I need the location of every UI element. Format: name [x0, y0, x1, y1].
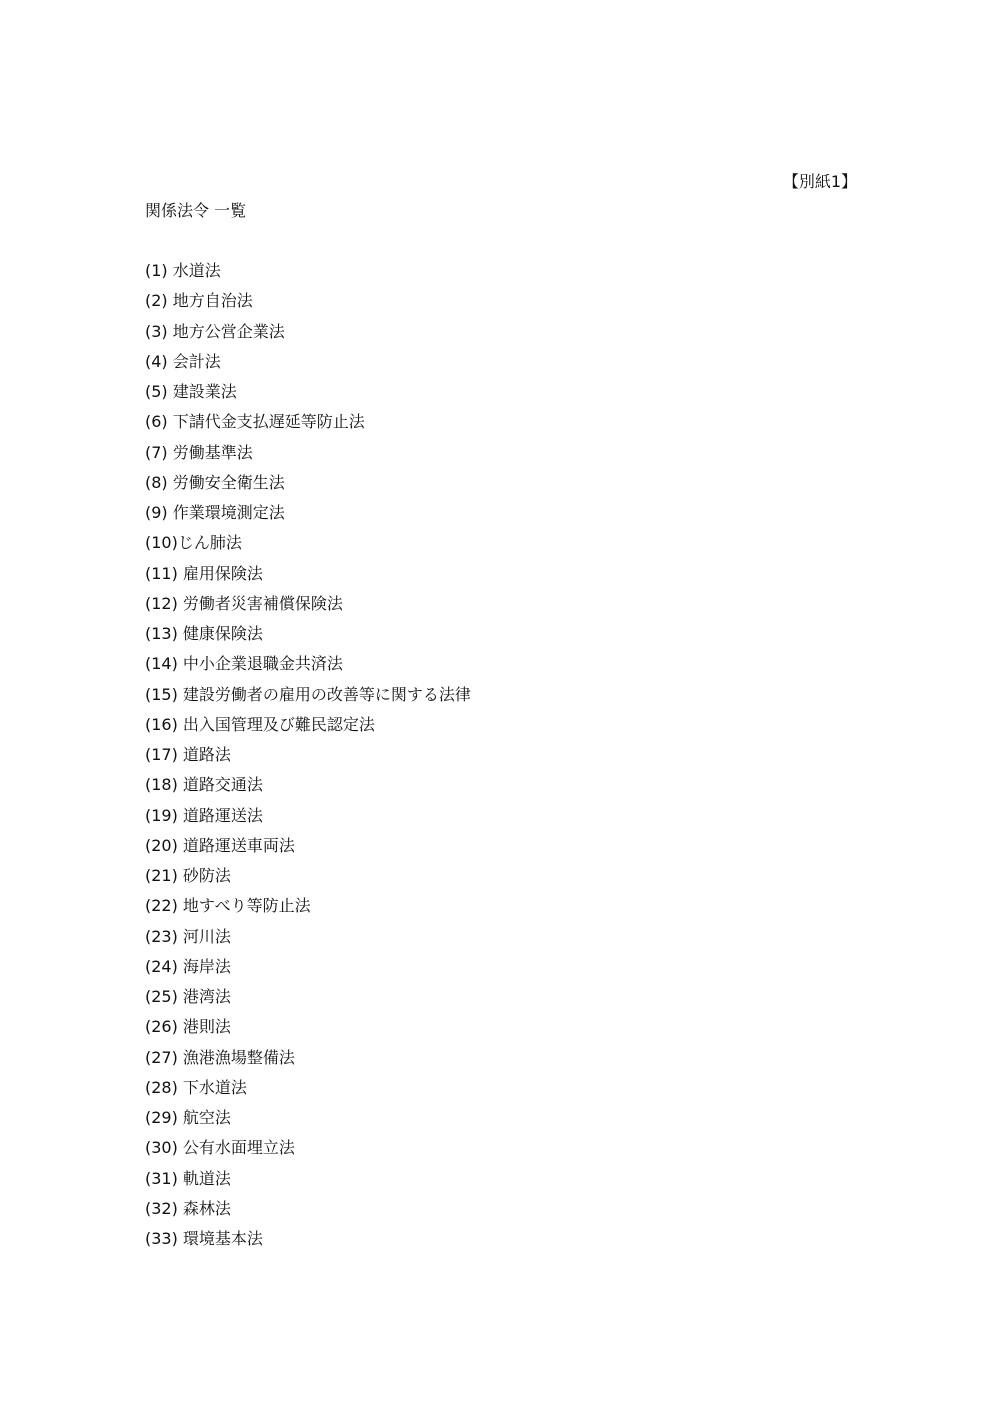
list-item — [145, 713, 471, 743]
list-item — [145, 471, 471, 501]
law-name: (32) 森林法 — [145, 1198, 231, 1218]
law-name: (31) 軌道法 — [145, 1168, 231, 1188]
list-item — [145, 289, 471, 319]
law-name: (3) 地方公営企業法 — [145, 321, 285, 341]
list-item — [145, 1136, 471, 1166]
law-name: (4) 会計法 — [145, 351, 221, 371]
law-name: (11) 雇用保険法 — [145, 563, 263, 583]
list-item — [145, 1197, 471, 1227]
list-item — [145, 743, 471, 773]
law-name: (21) 砂防法 — [145, 866, 231, 885]
law-name: (10)じん肺法 — [145, 533, 242, 553]
law-name: (26) 港則法 — [145, 1017, 231, 1037]
list-item — [145, 985, 471, 1015]
law-name: (25) 港湾法 — [145, 987, 231, 1006]
law-name: (2) 地方自治法 — [145, 291, 253, 311]
law-name: (22) 地すべり等防止法 — [145, 896, 311, 916]
list-item — [145, 925, 471, 955]
list-item — [145, 592, 471, 622]
law-name: (19) 道路運送法 — [145, 805, 263, 825]
law-name: (18) 道路交通法 — [145, 775, 263, 795]
list-item — [145, 834, 471, 864]
list-item — [145, 441, 471, 471]
law-name: (29) 航空法 — [145, 1108, 231, 1127]
list-item — [145, 652, 471, 682]
list-item — [145, 955, 471, 985]
list-item — [145, 773, 471, 803]
list-item — [145, 622, 471, 652]
law-name: (30) 公有水面埋立法 — [145, 1138, 295, 1158]
list-item — [145, 410, 471, 440]
law-name: (28) 下水道法 — [145, 1077, 247, 1097]
law-list — [145, 259, 471, 1257]
law-name: (33) 環境基本法 — [145, 1229, 263, 1248]
list-item — [145, 501, 471, 531]
law-name: (15) 建設労働者の雇用の改善等に関する法律 — [145, 684, 471, 704]
law-name: (9) 作業環境測定法 — [145, 503, 285, 522]
list-item — [145, 1015, 471, 1045]
law-name: (13) 健康保険法 — [145, 624, 263, 643]
law-name: (7) 労働基準法 — [145, 442, 253, 462]
law-name: (17) 道路法 — [145, 745, 231, 764]
law-name: (23) 河川法 — [145, 926, 231, 946]
law-name: (24) 海岸法 — [145, 956, 231, 976]
list-item — [145, 864, 471, 894]
law-name: (27) 漁港漁場整備法 — [145, 1047, 295, 1067]
law-name: (5) 建設業法 — [145, 382, 237, 401]
list-item — [145, 380, 471, 410]
list-item — [145, 320, 471, 350]
list-item — [145, 350, 471, 380]
law-name: (6) 下請代金支払遅延等防止法 — [145, 412, 365, 432]
list-item — [145, 531, 471, 561]
list-item — [145, 683, 471, 713]
list-item — [145, 804, 471, 834]
law-name: (14) 中小企業退職金共済法 — [145, 654, 343, 674]
law-name: (8) 労働安全衛生法 — [145, 472, 285, 492]
law-name: (20) 道路運送車両法 — [145, 835, 295, 855]
law-name: (16) 出入国管理及び難民認定法 — [145, 714, 375, 734]
list-item — [145, 1076, 471, 1106]
list-item — [145, 1227, 471, 1257]
law-name: (12) 労働者災害補償保険法 — [145, 593, 343, 613]
list-item — [145, 562, 471, 592]
list-item — [145, 259, 471, 289]
attachment-label: 【別紙1】 — [782, 172, 857, 191]
list-item — [145, 1167, 471, 1197]
law-name: (1) 水道法 — [145, 261, 221, 280]
list-item — [145, 1046, 471, 1076]
list-item — [145, 1106, 471, 1136]
page-title: 関係法令 一覧 — [145, 201, 247, 220]
list-item — [145, 894, 471, 924]
